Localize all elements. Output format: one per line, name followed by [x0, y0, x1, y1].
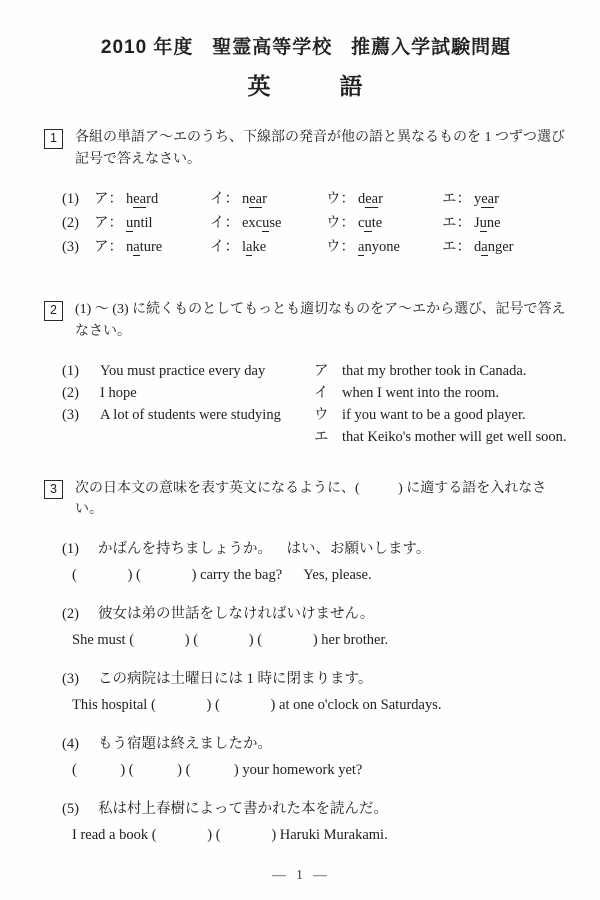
word — [126, 211, 153, 235]
word-option — [326, 187, 442, 211]
japanese-line — [62, 733, 570, 755]
word-underlined: ea — [365, 191, 379, 208]
option-kana: ウ： — [326, 239, 355, 256]
option-kana: イ： — [210, 215, 239, 232]
word-option — [210, 211, 326, 235]
english-blank-line: ( ) ( ) carry the bag? Yes, please. — [72, 567, 372, 584]
section-fill-in-blanks — [42, 478, 570, 846]
option-kana: エ： — [442, 215, 471, 232]
sentence-stems — [62, 360, 314, 448]
word-option — [210, 187, 326, 211]
word-post: te — [371, 215, 383, 232]
word-post: r — [494, 191, 499, 208]
word — [358, 211, 382, 235]
choice-text: if you want to be a good player. — [342, 406, 526, 423]
section-1-number-box: 1 — [44, 129, 63, 149]
choice-text: when I went into the room. — [342, 384, 500, 401]
option-kana: イ： — [210, 239, 239, 256]
section-2-number-box: 2 — [44, 301, 63, 321]
stem-number: (1) — [62, 362, 79, 379]
section-1-header — [42, 127, 570, 170]
word-underlined: u — [364, 215, 372, 232]
japanese-text: 私は村上春樹によって書かれた本を読んだ。 — [98, 801, 388, 818]
item-number: (1) — [62, 541, 79, 558]
word — [474, 187, 499, 211]
pronunciation-row-2 — [62, 211, 570, 235]
option-kana: エ： — [442, 191, 471, 208]
japanese-text: かばんを持ちましょうか。 はい、お願いします。 — [98, 541, 431, 558]
word-post: rd — [146, 191, 159, 208]
word-pre: c — [358, 215, 365, 232]
choice-a — [314, 360, 570, 382]
word-underlined: a — [246, 239, 253, 256]
word-pre: n — [126, 239, 134, 256]
word — [126, 235, 162, 259]
word-post: ntil — [133, 215, 153, 232]
word-option — [94, 211, 210, 235]
word-post: ne — [486, 215, 501, 232]
word-underlined: a — [481, 239, 488, 256]
japanese-text: この病院は土曜日には 1 時に閉まります。 — [98, 671, 373, 688]
choice-text: that my brother took in Canada. — [342, 362, 527, 379]
word-option — [94, 187, 210, 211]
word-post: nyone — [364, 239, 400, 256]
english-blank-line: ( ) ( ) ( ) your homework yet? — [72, 762, 363, 779]
word-post: ture — [139, 239, 163, 256]
answer-choices — [314, 360, 570, 448]
exam-header — [42, 32, 570, 101]
section-2-instruction: (1) ～ (3) に続くものとしてもっとも適切なものをア～エから選び、記号で答えなさい。 — [74, 302, 566, 340]
option-kana: ア： — [94, 191, 123, 208]
fill-in-item-1 — [62, 538, 570, 586]
word-option — [442, 211, 501, 235]
exam-subject: 英 語 — [247, 73, 365, 99]
choice-i — [314, 382, 570, 404]
word-option — [94, 235, 210, 259]
word-pre: n — [242, 191, 250, 208]
option-kana: ウ： — [326, 215, 355, 232]
section-sentence-matching — [42, 299, 570, 447]
exam-title: 2010 年度 聖霊高等学校 推薦入学試験問題 — [100, 37, 512, 58]
fill-in-item-5 — [62, 798, 570, 846]
word-post: ke — [252, 239, 267, 256]
word-pre: exc — [242, 215, 263, 232]
word-option — [326, 235, 442, 259]
word-underlined: ea — [481, 191, 495, 208]
choice-e — [314, 426, 570, 448]
word — [242, 187, 267, 211]
choice-kana: エ — [314, 428, 329, 445]
english-blank-line: This hospital ( ) ( ) at one o'clock on Saturdays. — [72, 697, 442, 714]
option-kana: ウ： — [326, 191, 355, 208]
japanese-text: もう宿題は終えましたか。 — [98, 736, 272, 753]
word-option — [210, 235, 326, 259]
stem-text: I hope — [100, 384, 137, 401]
word-underlined: ea — [133, 191, 147, 208]
section-3-number-box: 3 — [44, 480, 63, 500]
section-3-instruction: 次の日本文の意味を表す英文になるように、( ) に適する語を入れなさい。 — [74, 480, 547, 518]
pronunciation-row-1 — [62, 187, 570, 211]
word-underlined: ea — [249, 191, 263, 208]
fill-in-items — [62, 538, 570, 846]
word-pre: d — [358, 191, 366, 208]
word-pre: d — [474, 239, 482, 256]
word-underlined: a — [133, 239, 140, 256]
word — [474, 235, 513, 259]
word-post: nger — [487, 239, 514, 256]
option-kana: エ： — [442, 239, 471, 256]
word — [358, 235, 400, 259]
item-number: (5) — [62, 801, 79, 818]
section-2-header — [42, 299, 570, 342]
stem-1 — [62, 360, 314, 382]
word-underlined: u — [479, 215, 487, 232]
pronunciation-row-3 — [62, 235, 570, 259]
word-underlined: u — [126, 215, 134, 232]
word — [242, 235, 266, 259]
word-pre: l — [242, 239, 247, 256]
choice-kana: ア — [314, 362, 329, 379]
stem-number: (3) — [62, 406, 79, 423]
item-number: (4) — [62, 736, 79, 753]
section-3-header — [42, 478, 570, 521]
section-pronunciation — [42, 127, 570, 259]
option-kana: ア： — [94, 215, 123, 232]
choice-kana: ウ — [314, 406, 329, 423]
fill-in-item-2 — [62, 603, 570, 651]
word-option — [442, 235, 513, 259]
word-underlined: u — [262, 215, 270, 232]
choice-kana: イ — [314, 384, 329, 401]
japanese-text: 彼女は弟の世話をしなければいけません。 — [98, 606, 375, 623]
matching-body — [62, 360, 570, 448]
choice-u — [314, 404, 570, 426]
word-post: r — [378, 191, 383, 208]
word-option — [442, 187, 499, 211]
option-kana: イ： — [210, 191, 239, 208]
japanese-line — [62, 603, 570, 625]
row-number: (1) — [62, 191, 79, 208]
word — [474, 211, 501, 235]
stem-number: (2) — [62, 384, 79, 401]
japanese-line — [62, 798, 570, 820]
item-number: (2) — [62, 606, 79, 623]
word — [242, 211, 281, 235]
english-blank-line: She must ( ) ( ) ( ) her brother. — [72, 632, 389, 649]
fill-in-item-3 — [62, 668, 570, 716]
word-pre: J — [474, 215, 480, 232]
stem-3 — [62, 404, 314, 426]
word-post: se — [269, 215, 282, 232]
word-pre: y — [474, 191, 482, 208]
stem-text: You must practice every day — [100, 362, 266, 379]
fill-in-item-4 — [62, 733, 570, 781]
japanese-line — [62, 538, 570, 560]
stem-2 — [62, 382, 314, 404]
word — [358, 187, 383, 211]
row-number: (3) — [62, 239, 79, 256]
english-blank-line: I read a book ( ) ( ) Haruki Murakami. — [72, 827, 388, 844]
word-underlined: a — [358, 239, 365, 256]
pronunciation-rows — [62, 187, 570, 259]
page-number: — 1 — — [272, 868, 328, 883]
section-1-instruction: 各組の単語ア～エのうち、下線部の発音が他の語と異なるものを 1 つずつ選び記号で答えなさい。 — [74, 130, 565, 167]
japanese-line — [62, 668, 570, 690]
word-post: r — [262, 191, 267, 208]
option-kana: ア： — [94, 239, 123, 256]
word-option — [326, 211, 442, 235]
row-number: (2) — [62, 215, 79, 232]
choice-text: that Keiko's mother will get well soon. — [342, 428, 567, 445]
word — [126, 187, 158, 211]
stem-text: A lot of students were studying — [100, 406, 281, 423]
item-number: (3) — [62, 671, 79, 688]
word-pre: h — [126, 191, 134, 208]
